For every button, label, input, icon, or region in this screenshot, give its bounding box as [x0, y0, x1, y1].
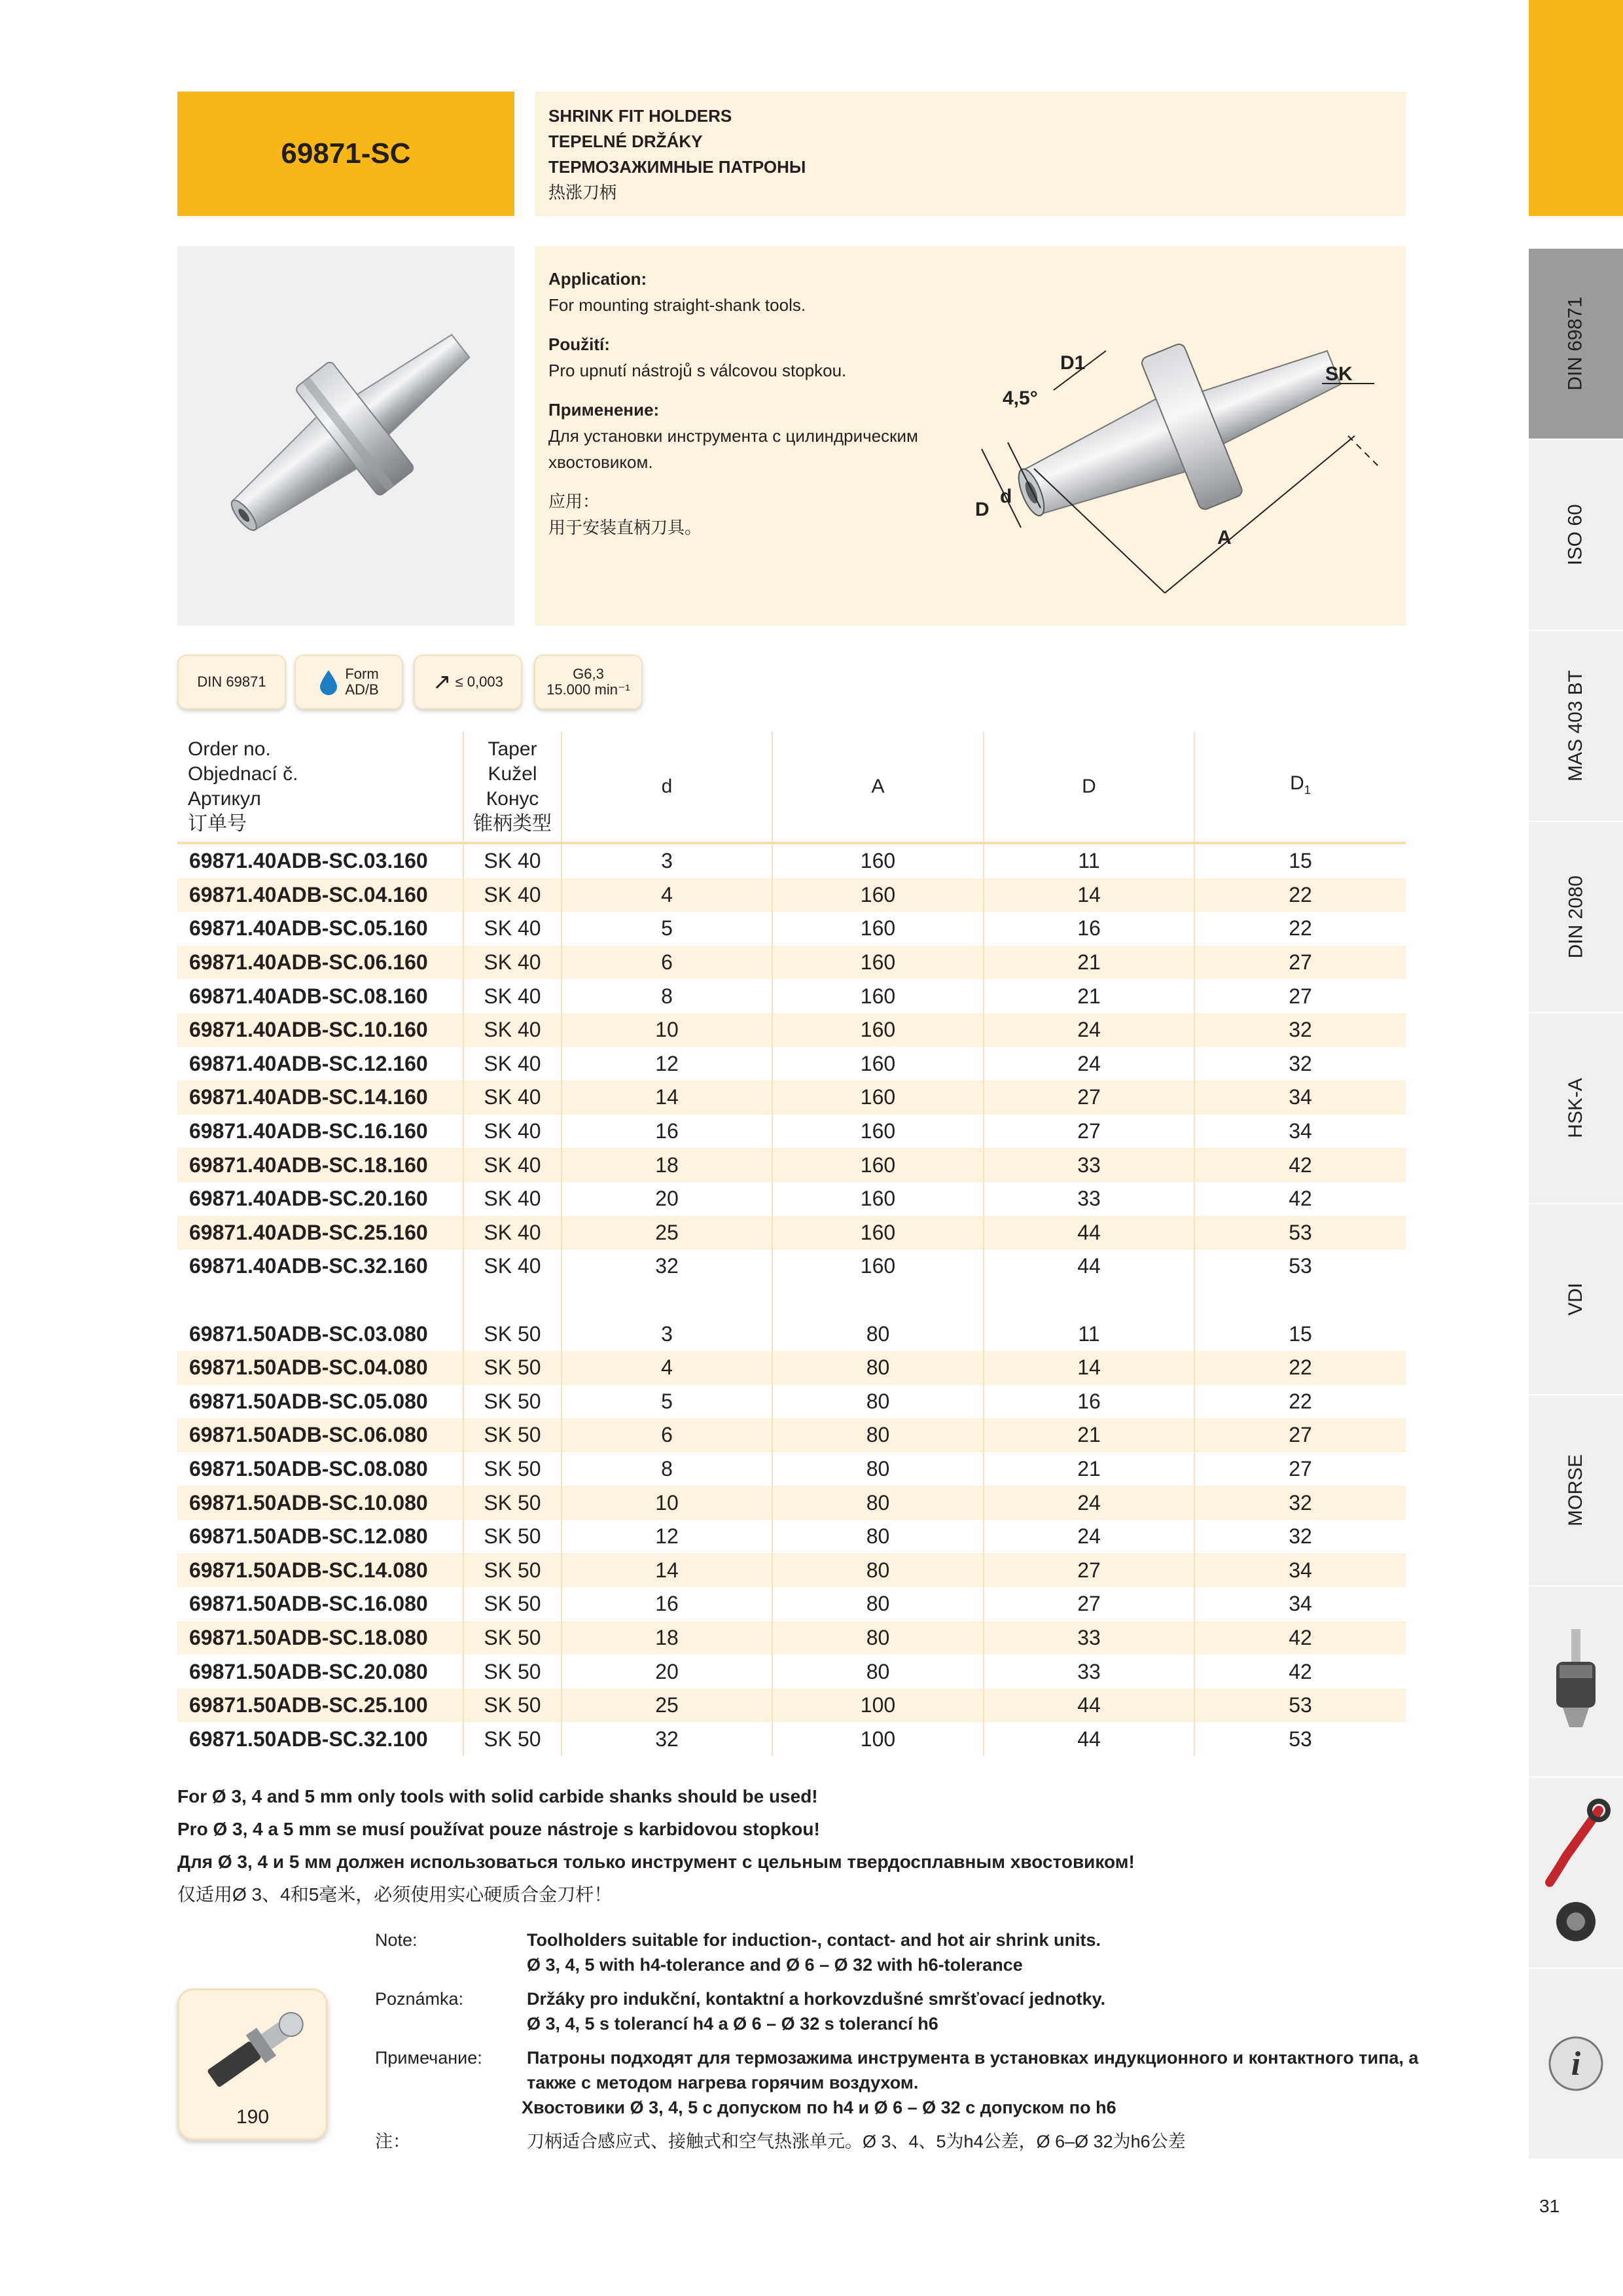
D-cell: 44: [984, 1216, 1194, 1250]
sidebar-tab-vdi[interactable]: VDI: [1529, 1204, 1623, 1395]
D1-cell: 32: [1194, 1486, 1406, 1520]
header-order-no: Order no. Objednací č. Артикул 订单号: [188, 738, 298, 834]
taper-cell: SK 50: [463, 1418, 562, 1452]
table-row: [177, 1689, 1406, 1723]
taper-cell: SK 40: [463, 1013, 562, 1047]
d-cell: 25: [562, 1689, 772, 1723]
D-cell: 27: [984, 1081, 1194, 1115]
note-label-cz: Poznámka:: [375, 1989, 464, 2009]
order-no-cell: 69871.50ADB-SC.03.080: [189, 1321, 428, 1346]
pull-stud-page-ref: 190: [236, 2106, 270, 2128]
D1-cell: 15: [1194, 1317, 1406, 1351]
A-cell: 160: [772, 912, 984, 946]
badge-din-text: DIN 69871: [197, 673, 266, 690]
svg-text:i: i: [1571, 2045, 1581, 2083]
taper-cell: SK 40: [463, 878, 562, 912]
table-row: [177, 1553, 1406, 1587]
table-row: [177, 1418, 1406, 1452]
taper-cell: SK 40: [463, 1081, 562, 1115]
drawing-sk-label: SK: [1325, 363, 1353, 385]
d-cell: 5: [562, 912, 772, 946]
taper-cell: SK 50: [463, 1587, 562, 1621]
taper-cell: SK 50: [463, 1722, 562, 1756]
taper-cell: SK 50: [463, 1655, 562, 1689]
table-row: [177, 1317, 1406, 1351]
badge-runout: [414, 655, 522, 709]
D-cell: 11: [984, 843, 1194, 878]
order-no-cell: 69871.40ADB-SC.25.160: [177, 1216, 463, 1250]
D-cell: 16: [984, 912, 1194, 946]
A-cell: 160: [772, 1115, 984, 1149]
table-row: [177, 1182, 1406, 1216]
sidebar-tab-drill-chuck[interactable]: [1529, 1587, 1623, 1778]
table-row: [177, 1216, 1406, 1250]
D1-cell: 42: [1194, 1655, 1406, 1689]
A-cell: 100: [772, 1722, 984, 1756]
d-cell: 14: [562, 1081, 772, 1115]
taper-cell: SK 50: [463, 1385, 562, 1419]
D-cell: 24: [984, 1013, 1194, 1047]
table-row: [177, 1722, 1406, 1756]
D-cell: 14: [984, 1351, 1194, 1385]
table-row: [177, 1081, 1406, 1115]
product-table: [177, 732, 1406, 1756]
order-no-cell: 69871.50ADB-SC.32.100: [189, 1727, 428, 1751]
D1-cell: 34: [1194, 1081, 1406, 1115]
header-A: A: [772, 732, 984, 843]
page-number: 31: [1539, 2196, 1560, 2216]
A-cell: 80: [772, 1621, 984, 1655]
D1-cell: 53: [1194, 1249, 1406, 1283]
D-cell: 27: [984, 1587, 1194, 1621]
order-no-cell: 69871.40ADB-SC.18.160: [177, 1148, 463, 1182]
note-en-1: Toolholders suitable for induction-, contact- and hot air shrink units.: [527, 1930, 1101, 1950]
taper-cell: SK 50: [463, 1553, 562, 1587]
A-cell: 160: [772, 1216, 984, 1250]
A-cell: 160: [772, 878, 984, 912]
table-row: [177, 1621, 1406, 1655]
application-label-zh: 应用：: [548, 492, 600, 511]
product-code: 69871-SC: [177, 92, 514, 216]
pull-stud-icon: [177, 1988, 328, 2106]
taper-cell: SK 50: [463, 1317, 562, 1351]
badge-form-text: Form AD/B: [345, 666, 379, 698]
warning-en: For Ø 3, 4 and 5 mm only tools with solid carbide shanks should be used!: [177, 1786, 818, 1806]
d-cell: 10: [562, 1486, 772, 1520]
wrench-nut-icon: [1540, 1797, 1612, 1948]
note-en-2: Ø 3, 4, 5 with h4-tolerance and Ø 6 – Ø 32 with h6-tolerance: [527, 1955, 1023, 1975]
taper-cell: SK 40: [463, 946, 562, 980]
sidebar-tab-iso-60[interactable]: ISO 60: [1529, 440, 1623, 631]
taper-cell: SK 40: [463, 1148, 562, 1182]
D1-cell: 53: [1194, 1722, 1406, 1756]
order-no-cell: 69871.40ADB-SC.03.160: [189, 849, 428, 873]
D1-cell: 22: [1194, 1385, 1406, 1419]
d-cell: 20: [562, 1182, 772, 1216]
D-cell: 27: [984, 1115, 1194, 1149]
d-cell: 12: [562, 1520, 772, 1554]
A-cell: 80: [772, 1418, 984, 1452]
product-photo: [177, 246, 514, 626]
A-cell: 160: [772, 843, 984, 878]
sidebar-tab-hsk-a[interactable]: HSK-A: [1529, 1013, 1623, 1204]
D1-cell: 34: [1194, 1115, 1406, 1149]
application-text-ru-1: Для установки инструмента с цилиндрическим: [548, 426, 918, 446]
order-no-cell: 69871.50ADB-SC.05.080: [189, 1389, 428, 1413]
D-cell: 44: [984, 1689, 1194, 1723]
title-en: SHRINK FIT HOLDERS: [548, 106, 732, 126]
order-no-cell: 69871.50ADB-SC.16.080: [189, 1592, 428, 1616]
d-cell: 6: [562, 1418, 772, 1452]
sidebar-tab-din-2080[interactable]: DIN 2080: [1529, 822, 1623, 1013]
coolant-drop-icon: [319, 669, 338, 695]
D1-cell: 22: [1194, 912, 1406, 946]
note-label-zh: 注：: [375, 2132, 410, 2151]
taper-cell: SK 40: [463, 843, 562, 878]
header-d: d: [562, 732, 772, 843]
D-cell: 33: [984, 1148, 1194, 1182]
note-ru-2: также с методом нагрева горячим воздухом.: [527, 2073, 919, 2092]
application-text-cz: Pro upnutí nástrojů s válcovou stopkou.: [548, 361, 847, 380]
table-row: [177, 1013, 1406, 1047]
A-cell: 80: [772, 1385, 984, 1419]
runout-arrow-icon: ↗: [433, 670, 452, 694]
note-label-en: Note:: [375, 1930, 418, 1950]
table-row: [177, 1385, 1406, 1419]
D-cell: 33: [984, 1621, 1194, 1655]
order-no-cell: 69871.50ADB-SC.25.100: [177, 1689, 463, 1723]
d-cell: 16: [562, 1587, 772, 1621]
D1-cell: 34: [1194, 1587, 1406, 1621]
D-cell: 24: [984, 1520, 1194, 1554]
warning-ru: Для Ø 3, 4 и 5 мм должен использоваться только инструмент с цельным твердосплавным хвостовиком!: [177, 1852, 1135, 1872]
A-cell: 80: [772, 1520, 984, 1554]
table-spacer: [177, 1283, 1406, 1318]
order-no-cell: 69871.40ADB-SC.14.160: [177, 1081, 463, 1115]
d-cell: 4: [562, 878, 772, 912]
table-row: [177, 1452, 1406, 1486]
D-cell: 21: [984, 1452, 1194, 1486]
D-cell: 44: [984, 1249, 1194, 1283]
sidebar-tab-accessories[interactable]: [1529, 1778, 1623, 1969]
D1-cell: 42: [1194, 1148, 1406, 1182]
taper-cell: SK 50: [463, 1486, 562, 1520]
d-cell: 4: [562, 1351, 772, 1385]
A-cell: 80: [772, 1452, 984, 1486]
info-icon: [1546, 2034, 1605, 2093]
note-ru-3: Хвостовики Ø 3, 4, 5 с допуском по h4 и Ø 6 – Ø 32 с допуском по h6: [522, 2098, 1116, 2117]
note-cz-1: Držáky pro indukční, kontaktní a horkovzdušné smršťovací jednotky.: [527, 1989, 1106, 2009]
drawing-d-label: d: [1000, 486, 1012, 507]
technical-drawing: [955, 253, 1400, 619]
D-cell: 21: [984, 979, 1194, 1013]
drawing-A-label: A: [1217, 527, 1232, 548]
table-row: [177, 1249, 1406, 1283]
order-no-cell: 69871.40ADB-SC.08.160: [189, 984, 428, 1008]
A-cell: 160: [772, 1182, 984, 1216]
D-cell: 44: [984, 1722, 1194, 1756]
warning-block: [177, 1780, 1135, 1911]
table-row: [177, 878, 1406, 912]
note-ru-1: Патроны подходят для термозажима инструмента в установках индукционного и контактного типа, а: [527, 2048, 1419, 2068]
table-row: [177, 946, 1406, 980]
title-ru: ТЕРМОЗАЖИМНЫЕ ПАТРОНЫ: [548, 157, 806, 177]
sidebar-tab-morse[interactable]: MORSE: [1529, 1395, 1623, 1587]
taper-cell: SK 40: [463, 1249, 562, 1283]
order-no-cell: 69871.50ADB-SC.04.080: [177, 1351, 463, 1385]
order-no-cell: 69871.40ADB-SC.16.160: [189, 1119, 428, 1143]
D1-cell: 15: [1194, 843, 1406, 878]
application-label-ru: Применение:: [548, 400, 660, 420]
taper-cell: SK 50: [463, 1621, 562, 1655]
order-no-cell: 69871.50ADB-SC.20.080: [189, 1659, 428, 1683]
D1-cell: 34: [1194, 1553, 1406, 1587]
D-cell: 21: [984, 1418, 1194, 1452]
pull-stud-reference[interactable]: [177, 1988, 328, 2140]
D1-cell: 42: [1194, 1621, 1406, 1655]
drill-chuck-icon: [1546, 1629, 1605, 1734]
order-no-cell: 69871.50ADB-SC.06.080: [177, 1418, 463, 1452]
D1-cell: 27: [1194, 946, 1406, 980]
d-cell: 20: [562, 1655, 772, 1689]
d-cell: 3: [562, 1317, 772, 1351]
header-D: D: [984, 732, 1194, 843]
d-cell: 14: [562, 1553, 772, 1587]
table-row: [177, 1587, 1406, 1621]
order-no-cell: 69871.40ADB-SC.20.160: [189, 1187, 428, 1211]
header-taper: Taper Kužel Конус 锥柄类型: [463, 732, 562, 843]
note-cz-2: Ø 3, 4, 5 s tolerancí h4 a Ø 6 – Ø 32 s tolerancí h6: [527, 2014, 938, 2034]
d-cell: 12: [562, 1047, 772, 1081]
taper-cell: SK 50: [463, 1520, 562, 1554]
taper-cell: SK 40: [463, 1047, 562, 1081]
badge-runout-text: ≤ 0,003: [455, 673, 503, 690]
application-label-en: Application:: [548, 269, 647, 289]
application-text-zh: 用于安装直柄刀具。: [548, 518, 702, 537]
d-cell: 18: [562, 1148, 772, 1182]
A-cell: 160: [772, 1249, 984, 1283]
A-cell: 160: [772, 1081, 984, 1115]
A-cell: 80: [772, 1351, 984, 1385]
d-cell: 5: [562, 1385, 772, 1419]
table-row: [177, 1486, 1406, 1520]
A-cell: 160: [772, 1148, 984, 1182]
taper-cell: SK 50: [463, 1452, 562, 1486]
order-no-cell: 69871.50ADB-SC.08.080: [189, 1456, 428, 1480]
d-cell: 6: [562, 946, 772, 980]
d-cell: 10: [562, 1013, 772, 1047]
badge-balance: [534, 655, 643, 709]
table-row: [177, 1520, 1406, 1554]
order-no-cell: 69871.40ADB-SC.05.160: [189, 916, 428, 941]
order-no-cell: 69871.40ADB-SC.06.160: [177, 946, 463, 980]
d-cell: 18: [562, 1621, 772, 1655]
badge-form: [294, 655, 403, 709]
drawing-d1-label: D1: [1060, 352, 1086, 374]
table-row: [177, 979, 1406, 1013]
application-label-cz: Použití:: [548, 334, 610, 354]
D1-cell: 22: [1194, 1351, 1406, 1385]
application-text-ru-2: хвостовиком.: [548, 452, 653, 472]
taper-cell: SK 40: [463, 979, 562, 1013]
header-D1: $D_1$: [1194, 732, 1406, 843]
table-row: [177, 1115, 1406, 1149]
taper-cell: SK 40: [463, 912, 562, 946]
table-row: [177, 1655, 1406, 1689]
d-cell: 25: [562, 1216, 772, 1250]
A-cell: 80: [772, 1317, 984, 1351]
D1-cell: 53: [1194, 1216, 1406, 1250]
order-no-cell: 69871.40ADB-SC.10.160: [177, 1013, 463, 1047]
A-cell: 80: [772, 1553, 984, 1587]
A-cell: 100: [772, 1689, 984, 1723]
taper-cell: SK 50: [463, 1689, 562, 1723]
A-cell: 80: [772, 1587, 984, 1621]
D1-cell: 32: [1194, 1013, 1406, 1047]
table-row: [177, 1351, 1406, 1385]
D1-cell: 42: [1194, 1182, 1406, 1216]
D-cell: 24: [984, 1486, 1194, 1520]
notes-block: [375, 1928, 1476, 2163]
sidebar-tab-mas-403-bt[interactable]: MAS 403 BT: [1529, 631, 1623, 822]
order-no-cell: 69871.40ADB-SC.12.160: [189, 1051, 428, 1075]
taper-cell: SK 40: [463, 1216, 562, 1250]
A-cell: 160: [772, 946, 984, 980]
D-cell: 24: [984, 1047, 1194, 1081]
D1-cell: 27: [1194, 1452, 1406, 1486]
note-zh-1: 刀柄适合感应式、接触式和空气热涨单元。Ø 3、4、5为h4公差，Ø 6–Ø 32为h6公差: [527, 2132, 1186, 2151]
A-cell: 160: [772, 1047, 984, 1081]
table-row: [177, 1148, 1406, 1182]
D-cell: 14: [984, 878, 1194, 912]
A-cell: 80: [772, 1655, 984, 1689]
d-cell: 32: [562, 1722, 772, 1756]
D1-cell: 27: [1194, 979, 1406, 1013]
badge-din: [177, 655, 286, 709]
order-no-cell: 69871.40ADB-SC.32.160: [189, 1254, 428, 1278]
D-cell: 21: [984, 946, 1194, 980]
product-title-block: [535, 92, 1406, 216]
drawing-angle-label: 4,5°: [1003, 387, 1038, 409]
sidebar-tab-info[interactable]: [1529, 1969, 1623, 2160]
title-cz: TEPELNÉ DRŽÁKY: [548, 132, 703, 151]
d-cell: 8: [562, 1452, 772, 1486]
D-cell: 33: [984, 1655, 1194, 1689]
taper-cell: SK 50: [463, 1351, 562, 1385]
d-cell: 8: [562, 979, 772, 1013]
note-label-ru: Примечание:: [375, 2048, 482, 2068]
taper-cell: SK 40: [463, 1182, 562, 1216]
table-row: [177, 912, 1406, 946]
d-cell: 16: [562, 1115, 772, 1149]
A-cell: 80: [772, 1486, 984, 1520]
d-cell: 3: [562, 843, 772, 878]
application-text-en: For mounting straight-shank tools.: [548, 295, 806, 315]
shrink-fit-holder-illustration: [177, 246, 514, 626]
D1-cell: 53: [1194, 1689, 1406, 1723]
badge-balance-text: G6,3 15.000 min⁻¹: [546, 666, 630, 698]
D-cell: 27: [984, 1553, 1194, 1587]
D1-cell: 32: [1194, 1047, 1406, 1081]
table-group-sk40: [177, 843, 1406, 1283]
table-row: [177, 843, 1406, 878]
drawing-D-label: D: [975, 499, 990, 520]
order-no-cell: 69871.50ADB-SC.10.080: [177, 1486, 463, 1520]
A-cell: 160: [772, 1013, 984, 1047]
D-cell: 11: [984, 1317, 1194, 1351]
order-no-cell: 69871.50ADB-SC.14.080: [177, 1553, 463, 1587]
sidebar-accent-block: [1529, 0, 1623, 216]
sidebar-tab-din-69871[interactable]: DIN 69871: [1529, 249, 1623, 440]
taper-cell: SK 40: [463, 1115, 562, 1149]
order-no-cell: 69871.50ADB-SC.18.080: [177, 1621, 463, 1655]
warning-cz: Pro Ø 3, 4 a 5 mm se musí používat pouze nástroje s karbidovou stopkou!: [177, 1819, 820, 1839]
D-cell: 16: [984, 1385, 1194, 1419]
d-cell: 32: [562, 1249, 772, 1283]
D1-cell: 32: [1194, 1520, 1406, 1554]
D1-cell: 22: [1194, 878, 1406, 912]
order-no-cell: 69871.40ADB-SC.04.160: [177, 878, 463, 912]
title-zh: 热涨刀柄: [548, 183, 617, 202]
warning-zh: 仅适用Ø 3、4和5毫米，必须使用实心硬质合金刀杆！: [177, 1884, 613, 1905]
order-no-cell: 69871.50ADB-SC.12.080: [189, 1524, 428, 1549]
D-cell: 33: [984, 1182, 1194, 1216]
table-group-sk50: [177, 1317, 1406, 1756]
table-row: [177, 1047, 1406, 1081]
D1-cell: 27: [1194, 1418, 1406, 1452]
A-cell: 160: [772, 979, 984, 1013]
